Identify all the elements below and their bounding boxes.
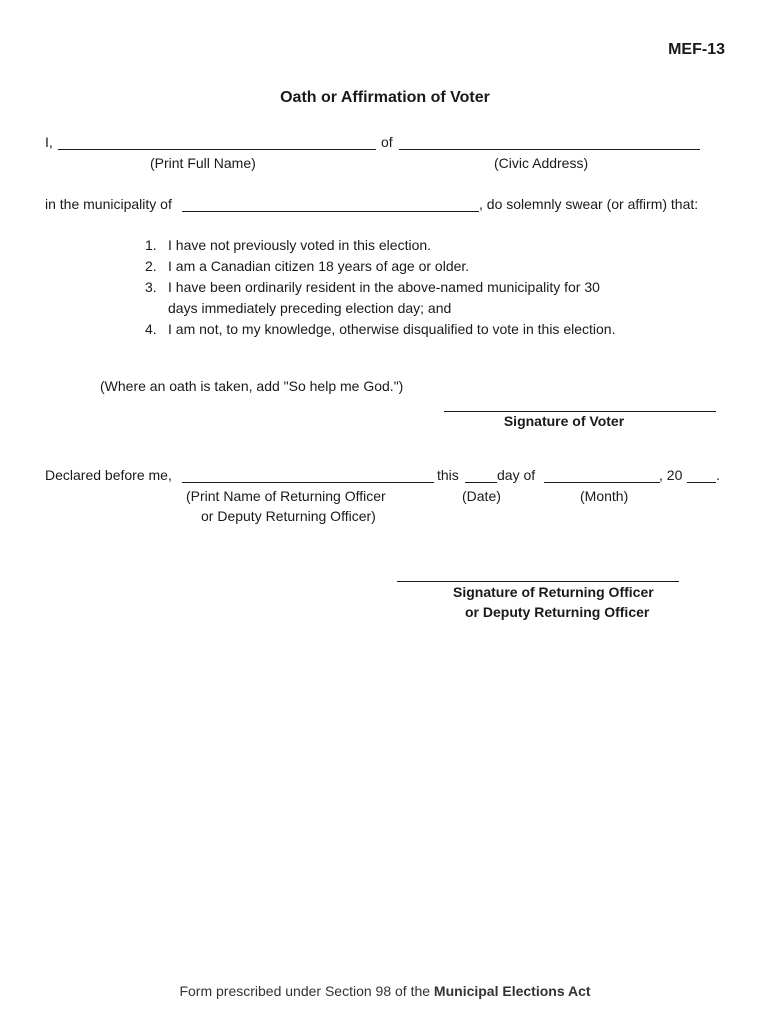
statement-text: days immediately preceding election day; and [168,300,452,316]
year-prefix: , 20 [659,467,683,483]
page-title: Oath or Affirmation of Voter [280,89,490,106]
statement-text: I am not, to my knowledge, otherwise disqualified to vote in this election. [168,321,616,337]
statement-number: 4. [145,321,157,337]
officer-name-field[interactable] [182,482,434,483]
voter-signature-field[interactable] [444,411,716,412]
statement-text: I am a Canadian citizen 18 years of age or older. [168,258,470,274]
voter-signature-label: Signature of Voter [503,413,625,429]
statement-item-continued [145,298,615,319]
statement-item [145,256,615,277]
statement-list [145,235,615,340]
officer-signature-label-2: or Deputy Returning Officer [465,604,650,620]
day-field[interactable] [465,482,497,483]
officer-signature-label-1: Signature of Returning Officer [453,584,654,600]
day-of-label: day of [497,467,536,483]
statement-item [145,319,615,340]
declaration-prefix: Declared before me, [45,467,172,483]
statement-text: I have not previously voted in this election. [168,237,432,253]
of-label: of [381,134,393,150]
date-caption: (Date) [462,488,501,504]
year-field[interactable] [687,482,716,483]
municipality-suffix: , do solemnly swear (or affirm) that: [479,196,699,212]
municipality-field[interactable] [182,211,479,212]
month-field[interactable] [544,482,660,483]
month-caption: (Month) [580,488,629,504]
oath-note: (Where an oath is taken, add "So help me God.") [100,378,404,394]
municipality-prefix: in the municipality of [45,196,172,212]
civic-address-caption: (Civic Address) [494,155,589,171]
footer-act-name: Municipal Elections Act [433,983,591,999]
full-name-caption: (Print Full Name) [150,155,256,171]
civic-address-field[interactable] [399,149,700,150]
officer-signature-field[interactable] [397,581,679,582]
statement-number: 2. [145,258,157,274]
statement-number: 3. [145,279,157,295]
full-name-field[interactable] [58,149,376,150]
statement-number: 1. [145,237,157,253]
statement-item [145,277,615,298]
this-label: this [437,467,459,483]
statement-text: I have been ordinarily resident in the above-named municipality for 30 [168,279,600,295]
form-code: MEF-13 [668,41,725,58]
footer [0,983,770,999]
officer-name-caption-2: or Deputy Returning Officer) [201,508,376,524]
name-prefix: I, [45,134,53,150]
statement-item [145,235,615,256]
footer-text: Form prescribed under Section 98 of the [179,983,434,999]
declaration-end: . [716,467,720,483]
officer-name-caption-1: (Print Name of Returning Officer [186,488,386,504]
